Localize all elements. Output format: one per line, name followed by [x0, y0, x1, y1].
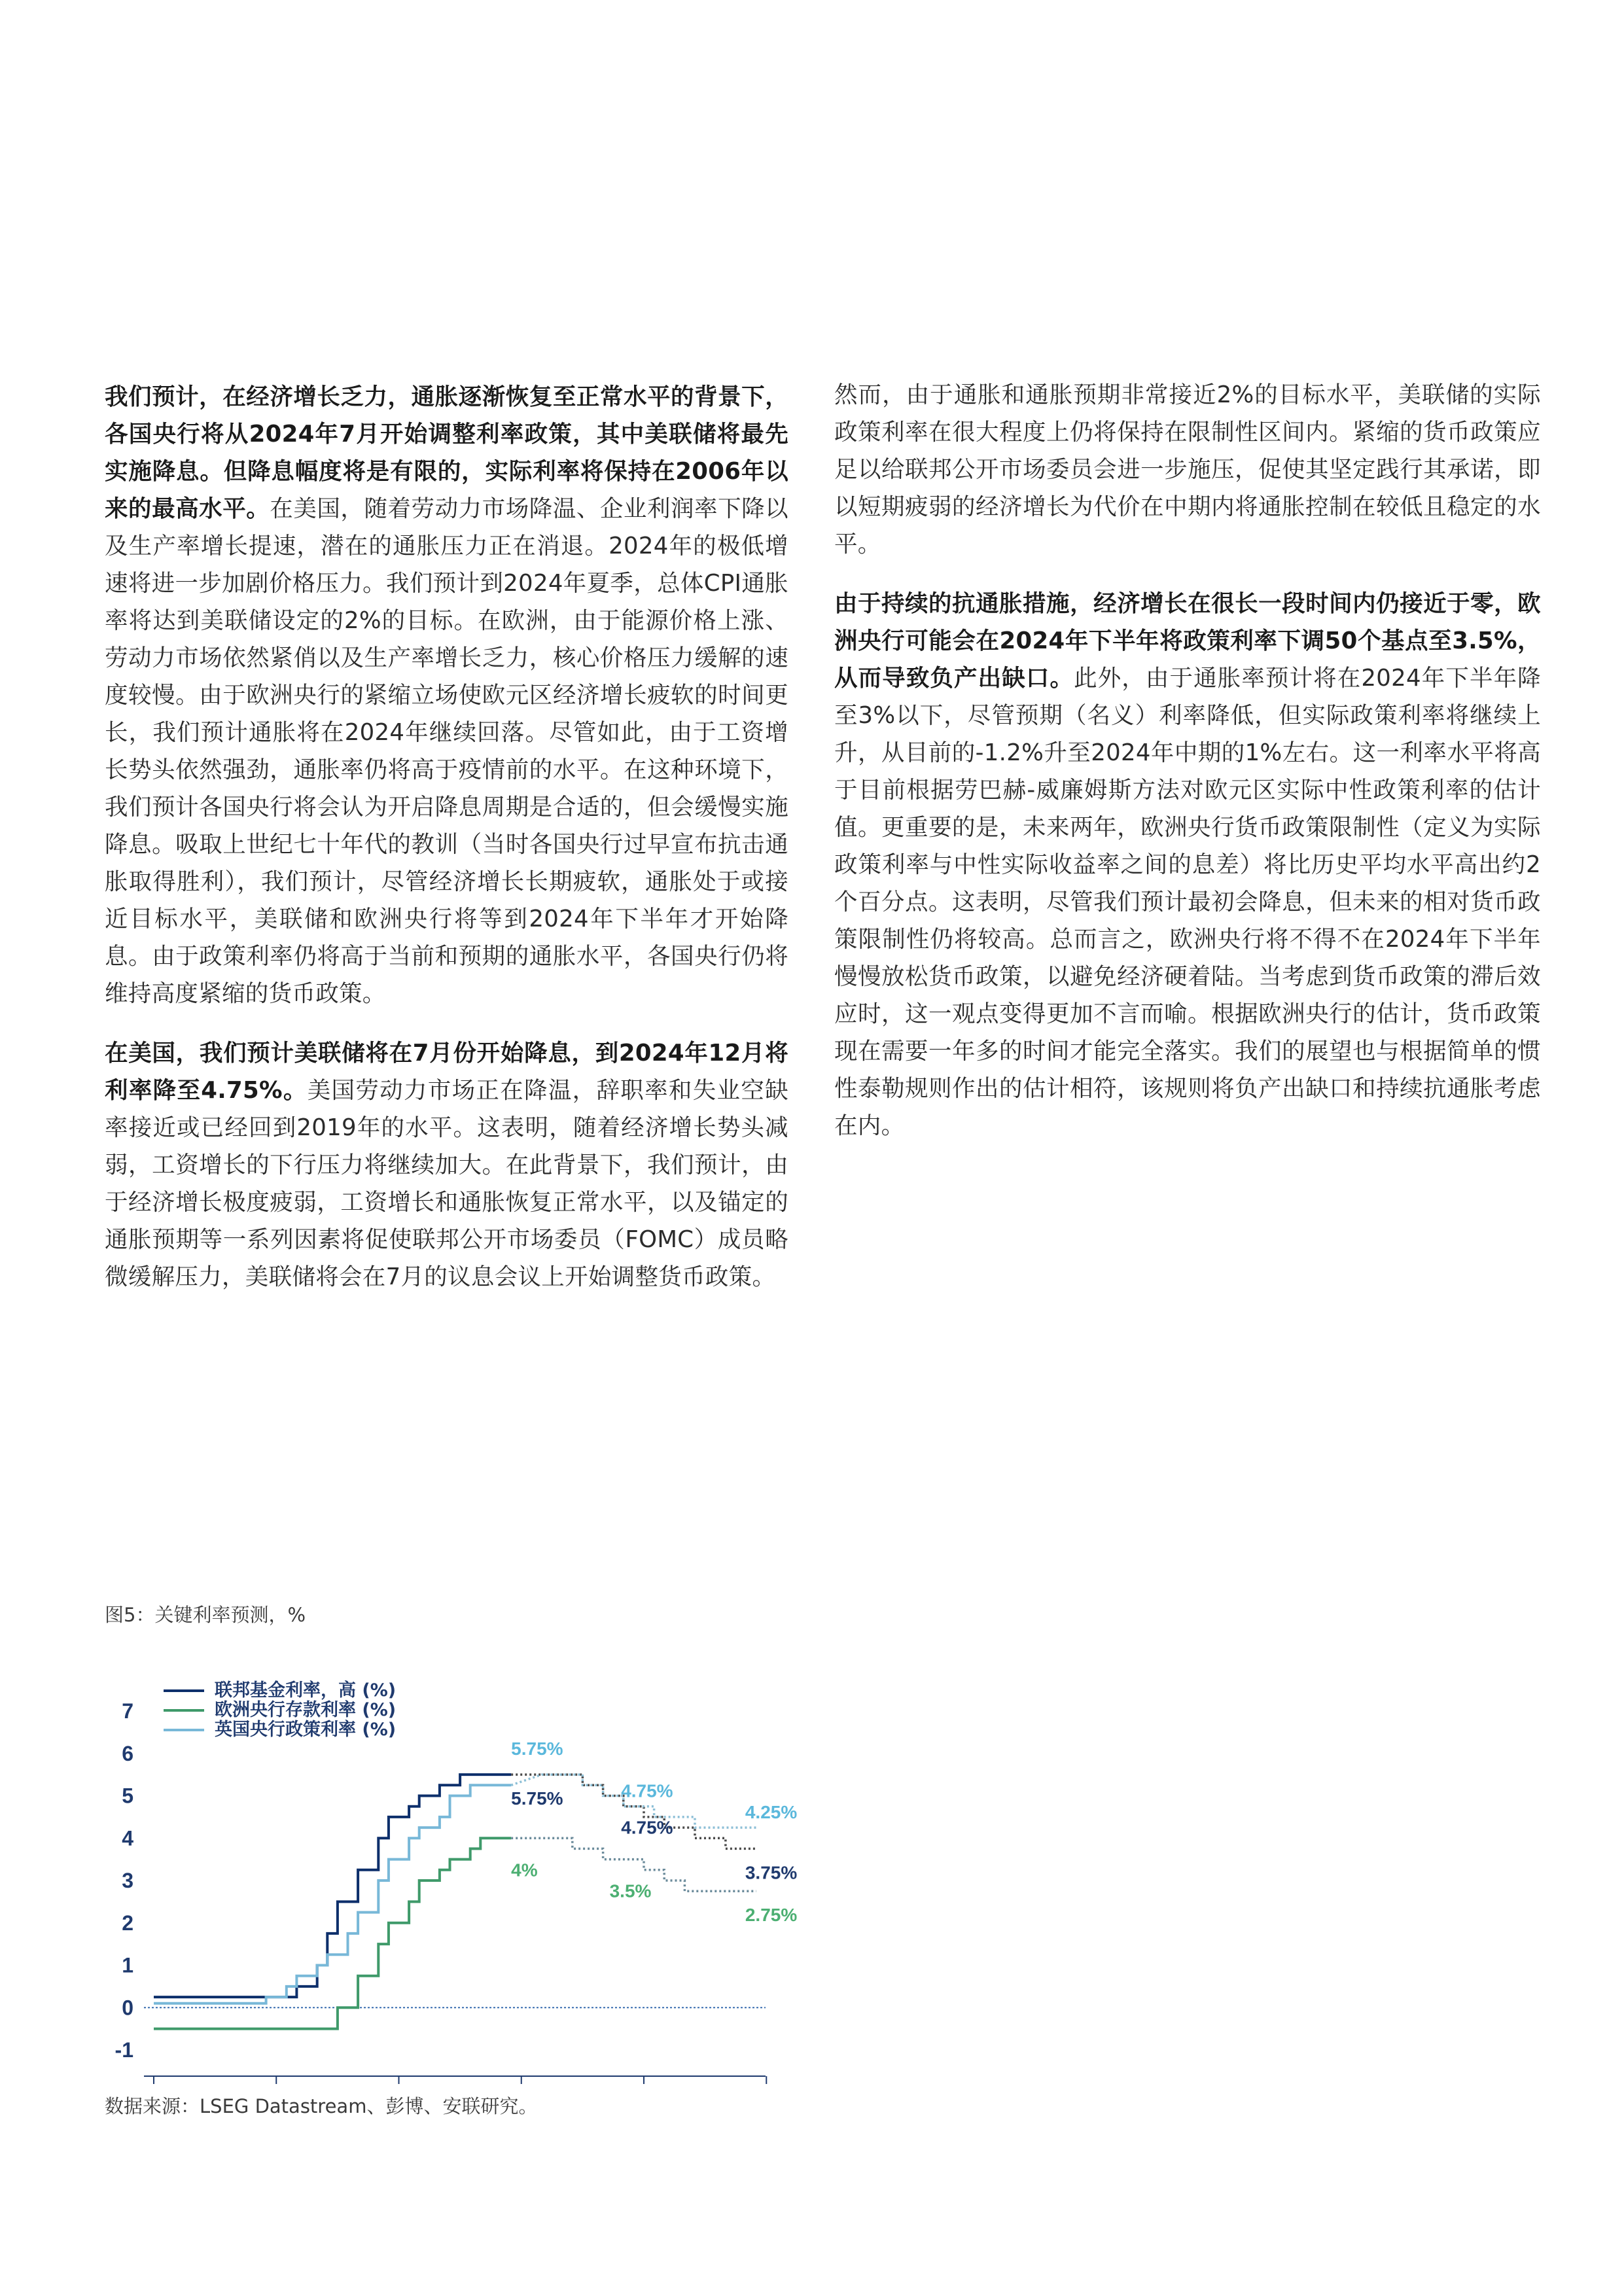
right-paragraph-2-body: 此外，由于通胀率预计将在2024年下半年降至3%以下，尽管预期（名义）利率降低，但实际政策利率将继续上升，从目前的-1.2%升至2024年中期的1%左右。这一利率水平将高于目前根据劳巴赫-威廉姆斯方法对欧元区实际中性政策利率的估计值。更重要的是，未来两年，欧洲央行货币政策限制性（定义为实际政策利率与中性实际收益率之间的息差）将比历史平均水平高出约2个百分点。这表明，尽管我们预计最初会降息，但未来的相对货币政策限制性仍将较高。总而言之，欧洲央行将不得不在2024年下半年慢慢放松货币政策，以避免经济硬着陆。当考虑到货币政策的滞后效应时，这一观点变得更加不言而喻。根据欧洲央行的估计，货币政策现在需要一年多的时间才能完全落实。我们的展望也与根据简单的惯性泰勒规则作出的估计相符，该规则将负产出缺口和持续抗通胀考虑在内。	[834, 665, 1541, 1139]
y-tick-label: 3	[122, 1869, 133, 1892]
right-paragraph-2	[834, 585, 1541, 1144]
y-tick-label: 1	[122, 1953, 133, 1977]
y-tick-label: 4	[122, 1826, 133, 1850]
series-line-actual-2	[154, 1785, 511, 2004]
y-tick-label: 6	[122, 1741, 133, 1765]
right-paragraph-2-lead: 由于持续的抗通胀措施，经济增长在很长一段时间内仍接近于零，欧洲央行可能会在2024年下半年将政策利率下调50个基点至3.5%，从而导致负产出缺口。	[834, 590, 1541, 692]
figure-caption: 图5：关键利率预测，%	[105, 1604, 306, 1626]
left-paragraph-1-body: 在美国，随着劳动力市场降温、企业利润率下降以及生产率增长提速，潜在的通胀压力正在消退。2024年的极低增速将进一步加剧价格压力。我们预计到2024年夏季，总体CPI通胀率将达到美联储设定的2%的目标。在欧洲，由于能源价格上涨、劳动力市场依然紧俏以及生产率增长乏力，核心价格压力缓解的速度较慢。由于欧洲央行的紧缩立场使欧元区经济增长疲软的时间更长，我们预计通胀将在2024年继续回落。尽管如此，由于工资增长势头依然强劲，通胀率仍将高于疫情前的水平。在这种环境下，我们预计各国央行将会认为开启降息周期是合适的，但会缓慢实施降息。吸取上世纪七十年代的教训（当时各国央行过早宣布抗击通胀取得胜利），我们预计，尽管经济增长长期疲软，通胀处于或接近目标水平，美联储和欧洲央行将等到2024年下半年才开始降息。由于政策利率仍将高于当前和预期的通胀水平，各国央行仍将维持高度紧缩的货币政策。	[105, 495, 788, 1007]
data-label: 3.75%	[745, 1862, 798, 1883]
data-label: 4.75%	[621, 1780, 673, 1801]
interest-rate-chart	[98, 1675, 805, 2094]
legend-label: 欧洲央行存款利率 (%)	[215, 1700, 397, 1720]
right-paragraph-1	[834, 376, 1541, 563]
right-paragraph-1-body: 然而，由于通胀和通胀预期非常接近2%的目标水平，美联储的实际政策利率在很大程度上仍将保持在限制性区间内。紧缩的货币政策应足以给联邦公开市场委员会进一步施压，促使其坚定践行其承诺，即以短期疲弱的经济增长为代价在中期内将通胀控制在较低且稳定的水平。	[834, 381, 1541, 557]
y-tick-label: -1	[115, 2038, 133, 2062]
y-tick-label: 2	[122, 1911, 133, 1935]
data-label: 2.75%	[745, 1905, 798, 1926]
data-label: 4.25%	[745, 1802, 798, 1823]
left-paragraph-2-lead: 在美国，我们预计美联储将在7月份开始降息，到2024年12月将利率降至4.75%。	[105, 1040, 788, 1104]
data-label: 4.75%	[621, 1817, 673, 1838]
right-column	[834, 376, 1541, 1167]
legend-label: 联邦基金利率，高 (%)	[215, 1680, 397, 1701]
left-paragraph-2	[105, 1034, 788, 1296]
data-label: 5.75%	[511, 1738, 563, 1759]
data-label: 4%	[511, 1860, 538, 1881]
data-label: 3.5%	[609, 1881, 652, 1901]
figure-source: 数据来源：LSEG Datastream、彭博、安联研究。	[105, 2095, 538, 2117]
legend-label: 英国央行政策利率 (%)	[215, 1720, 397, 1740]
y-tick-label: 0	[122, 1996, 133, 2020]
left-paragraph-2-body: 美国劳动力市场正在降温，辞职率和失业空缺率接近或已经回到2019年的水平。这表明，随着经济增长势头减弱，工资增长的下行压力将继续加大。在此背景下，我们预计，由于经济增长极度疲弱，工资增长和通胀恢复正常水平，以及锚定的通胀预期等一系列因素将促使联邦公开市场委员（FOMC）成员略微缓解压力，美联储将会在7月的议息会议上开始调整货币政策。	[105, 1077, 788, 1290]
series-line-actual-0	[154, 1775, 511, 1997]
y-tick-label: 5	[122, 1784, 133, 1808]
left-paragraph-1-lead: 我们预计，在经济增长乏力，通胀逐渐恢复至正常水平的背景下，各国央行将从2024年7月开始调整利率政策，其中美联储将最先实施降息。但降息幅度将是有限的，实际利率将保持在2006年以来的最高水平。	[105, 383, 788, 522]
data-label: 5.75%	[511, 1788, 563, 1809]
left-column	[105, 378, 788, 1318]
left-paragraph-1	[105, 378, 788, 1012]
y-tick-label: 7	[122, 1699, 133, 1723]
